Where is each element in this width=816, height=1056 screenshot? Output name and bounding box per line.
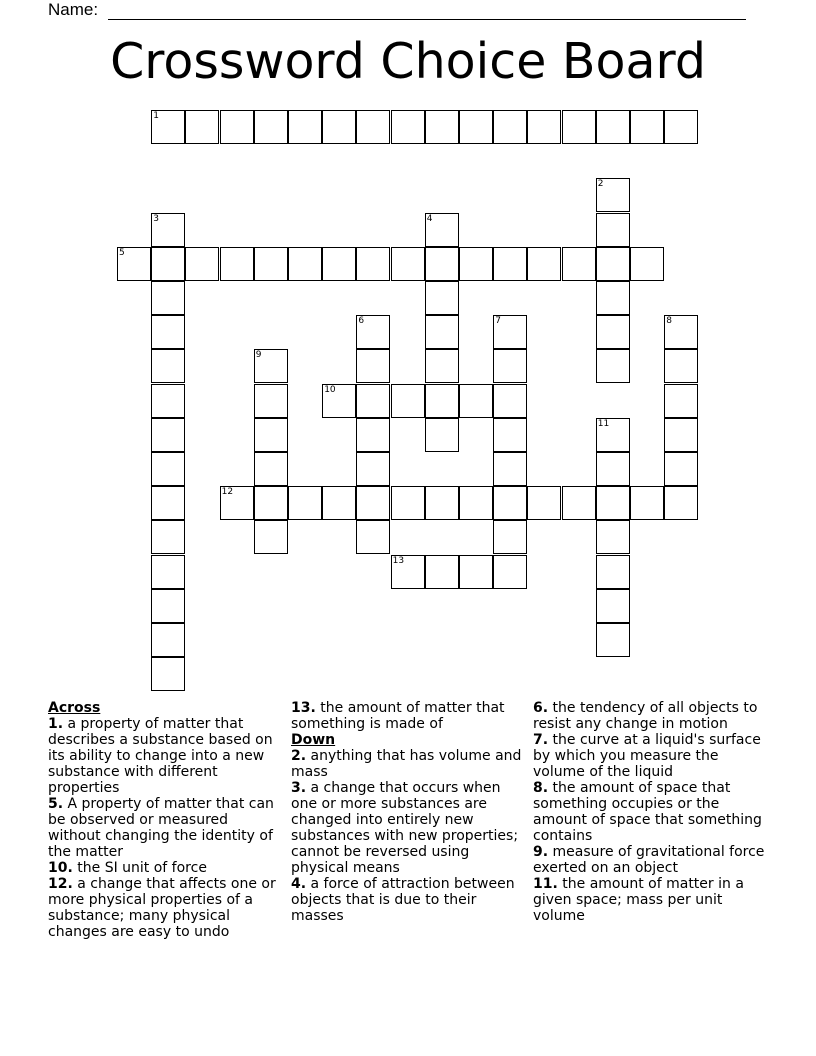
- grid-cell[interactable]: [493, 520, 527, 554]
- clue-item: [291, 780, 527, 876]
- grid-cell[interactable]: [664, 384, 698, 418]
- grid-cell[interactable]: [322, 247, 356, 281]
- clue-num: 11.: [533, 876, 558, 892]
- grid-cell[interactable]: [391, 110, 425, 144]
- grid-cell[interactable]: [151, 520, 185, 554]
- grid-cell[interactable]: [459, 486, 493, 520]
- grid-cell[interactable]: [425, 384, 459, 418]
- grid-cell[interactable]: [322, 110, 356, 144]
- clue-item: [533, 732, 769, 780]
- clue-text: the curve at a liquid's surface by which you measure the volume of the liquid: [533, 732, 761, 780]
- grid-cell[interactable]: [288, 486, 322, 520]
- clue-number: 8: [666, 316, 672, 327]
- clue-number: 11: [597, 418, 610, 429]
- grid-cell[interactable]: [596, 110, 630, 144]
- grid-cell[interactable]: [425, 349, 459, 383]
- grid-cell[interactable]: [391, 247, 425, 281]
- grid-cell[interactable]: [459, 555, 493, 589]
- grid-cell[interactable]: [356, 384, 390, 418]
- grid-cell[interactable]: [425, 555, 459, 589]
- grid-cell[interactable]: [664, 418, 698, 452]
- clue-item: [291, 876, 527, 924]
- grid-cell[interactable]: [425, 213, 459, 247]
- grid-cell[interactable]: [117, 247, 151, 281]
- clue-text: the amount of matter in a given space; mass per unit volume: [533, 876, 744, 924]
- grid-cell[interactable]: [151, 486, 185, 520]
- grid-cell[interactable]: [220, 247, 254, 281]
- grid-cell[interactable]: [151, 555, 185, 589]
- clue-num: 5.: [48, 796, 64, 812]
- grid-cell[interactable]: [254, 486, 288, 520]
- grid-cell[interactable]: [185, 110, 219, 144]
- grid-cell[interactable]: [596, 520, 630, 554]
- grid-cell[interactable]: [493, 384, 527, 418]
- grid-cell[interactable]: [596, 281, 630, 315]
- clue-text: measure of gravitational force exerted on an object: [533, 844, 765, 876]
- clue-text: the amount of space that something occupies or the amount of space that something contains: [533, 780, 762, 844]
- grid-cell[interactable]: [596, 555, 630, 589]
- clue-number: 13: [392, 555, 405, 566]
- clue-item: [48, 876, 284, 940]
- grid-cell[interactable]: [425, 315, 459, 349]
- clue-number: 6: [358, 316, 365, 327]
- clue-num: 3.: [291, 780, 307, 796]
- down-heading: Down: [291, 732, 336, 748]
- grid-cell[interactable]: [459, 384, 493, 418]
- clue-num: 12.: [48, 876, 73, 892]
- grid-cell[interactable]: [596, 213, 630, 247]
- grid-cell[interactable]: [151, 657, 185, 691]
- grid-cell[interactable]: [596, 247, 630, 281]
- grid-cell[interactable]: [664, 452, 698, 486]
- grid-cell[interactable]: [254, 384, 288, 418]
- clue-item: [291, 748, 527, 780]
- clue-item: [533, 700, 769, 732]
- grid-cell[interactable]: [459, 110, 493, 144]
- clue-number: 5: [119, 247, 125, 258]
- clue-num: 4.: [291, 876, 307, 892]
- grid-cell[interactable]: [356, 315, 390, 349]
- grid-cell[interactable]: [151, 418, 185, 452]
- clue-number: 4: [426, 213, 433, 224]
- grid-cell[interactable]: [151, 623, 185, 657]
- clue-item: [533, 780, 769, 844]
- grid-cell[interactable]: [596, 178, 630, 212]
- grid-cell[interactable]: [596, 486, 630, 520]
- clue-item: [533, 844, 769, 876]
- grid-cell[interactable]: [356, 247, 390, 281]
- grid-cell[interactable]: [391, 486, 425, 520]
- clue-number: 7: [495, 316, 501, 327]
- grid-cell[interactable]: [356, 110, 390, 144]
- grid-cell[interactable]: [425, 281, 459, 315]
- grid-cell[interactable]: [254, 247, 288, 281]
- grid-cell[interactable]: [356, 452, 390, 486]
- grid-cell[interactable]: [493, 418, 527, 452]
- clue-num: 2.: [291, 748, 307, 764]
- grid-cell[interactable]: [664, 315, 698, 349]
- grid-cell[interactable]: [493, 452, 527, 486]
- grid-cell[interactable]: [425, 486, 459, 520]
- grid-cell[interactable]: [596, 418, 630, 452]
- clue-number: 10: [324, 384, 336, 395]
- grid-cell[interactable]: [527, 247, 561, 281]
- grid-cell[interactable]: [254, 349, 288, 383]
- clue-number: 12: [221, 487, 234, 498]
- clue-num: 7.: [533, 732, 549, 748]
- grid-cell[interactable]: [596, 452, 630, 486]
- grid-cell[interactable]: [288, 247, 322, 281]
- clue-number: 3: [153, 213, 159, 224]
- grid-cell[interactable]: [356, 418, 390, 452]
- grid-cell[interactable]: [322, 384, 356, 418]
- grid-cell[interactable]: [562, 486, 596, 520]
- clue-column-2: [291, 700, 527, 924]
- grid-cell[interactable]: [151, 110, 185, 144]
- grid-cell[interactable]: [596, 315, 630, 349]
- grid-cell[interactable]: [151, 589, 185, 623]
- clue-text: A property of matter that can be observed or measured without changing the identity of the matter: [48, 796, 274, 860]
- grid-cell[interactable]: [322, 486, 356, 520]
- across-heading: Across: [48, 700, 101, 716]
- clue-text: a force of attraction between objects that is due to their masses: [291, 876, 515, 924]
- grid-cell[interactable]: [630, 247, 664, 281]
- clue-number: 9: [255, 350, 262, 361]
- clue-item: [48, 716, 284, 796]
- clue-text: a change that affects one or more physical properties of a substance; many physical changes are easy to undo: [48, 876, 276, 940]
- grid-cell[interactable]: [596, 349, 630, 383]
- grid-cell[interactable]: [562, 110, 596, 144]
- grid-cell[interactable]: [596, 589, 630, 623]
- grid-cell[interactable]: [493, 349, 527, 383]
- grid-cell[interactable]: [254, 452, 288, 486]
- clue-number: 1: [153, 111, 159, 121]
- clue-item: [291, 700, 527, 732]
- clue-num: 13.: [291, 700, 316, 716]
- grid-cell[interactable]: [630, 486, 664, 520]
- grid-cell[interactable]: [459, 247, 493, 281]
- grid-cell[interactable]: [425, 418, 459, 452]
- grid-cell[interactable]: [220, 110, 254, 144]
- grid-cell[interactable]: [391, 555, 425, 589]
- clue-num: 10.: [48, 860, 73, 876]
- grid-cell[interactable]: [562, 247, 596, 281]
- clue-item: [48, 796, 284, 860]
- clue-text: a property of matter that describes a substance based on its ability to change into a new substance with different properties: [48, 716, 273, 796]
- grid-cell[interactable]: [493, 247, 527, 281]
- grid-cell[interactable]: [493, 486, 527, 520]
- clue-num: 8.: [533, 780, 549, 796]
- clue-item: [48, 860, 284, 876]
- grid-cell[interactable]: [254, 520, 288, 554]
- grid-cell[interactable]: [254, 418, 288, 452]
- clue-text: the tendency of all objects to resist any change in motion: [533, 700, 758, 732]
- clue-num: 6.: [533, 700, 549, 716]
- page-title: Crossword Choice Board: [110, 33, 706, 90]
- grid-cell[interactable]: [425, 110, 459, 144]
- name-label: Name:: [48, 0, 103, 19]
- grid-cell[interactable]: [185, 247, 219, 281]
- clue-num: 9.: [533, 844, 549, 860]
- grid-cell[interactable]: [254, 110, 288, 144]
- grid-cell[interactable]: [493, 315, 527, 349]
- grid-cell[interactable]: [151, 213, 185, 247]
- grid-cell[interactable]: [596, 623, 630, 657]
- grid-cell[interactable]: [527, 110, 561, 144]
- grid-cell[interactable]: [288, 110, 322, 144]
- clue-text: anything that has volume and mass: [291, 748, 522, 780]
- grid-cell[interactable]: [151, 349, 185, 383]
- clue-text: a change that occurs when one or more substances are changed into entirely new substances with new properties; cannot be reversed using physical means: [291, 780, 519, 876]
- grid-cell[interactable]: [527, 486, 561, 520]
- grid-cell[interactable]: [391, 384, 425, 418]
- clue-item: [533, 876, 769, 924]
- grid-cell[interactable]: [493, 110, 527, 144]
- clue-column-3: [533, 700, 769, 924]
- grid-cell[interactable]: [664, 349, 698, 383]
- grid-cell[interactable]: [356, 486, 390, 520]
- clue-text: the SI unit of force: [72, 860, 207, 876]
- grid-cell[interactable]: [425, 247, 459, 281]
- clue-text: the amount of matter that something is made of: [291, 700, 505, 732]
- grid-cell[interactable]: [493, 555, 527, 589]
- grid-cell[interactable]: [220, 486, 254, 520]
- grid-cell[interactable]: [151, 247, 185, 281]
- grid-cell[interactable]: [356, 349, 390, 383]
- grid-cell[interactable]: [664, 486, 698, 520]
- grid-cell[interactable]: [356, 520, 390, 554]
- grid-cell[interactable]: [151, 315, 185, 349]
- grid-cell[interactable]: [630, 110, 664, 144]
- clue-num: 1.: [48, 716, 64, 732]
- grid-cell[interactable]: [151, 452, 185, 486]
- grid-cell[interactable]: [151, 384, 185, 418]
- clue-column-1: [48, 700, 284, 940]
- grid-cell[interactable]: [151, 281, 185, 315]
- grid-cell[interactable]: [664, 110, 698, 144]
- clue-number: 2: [597, 179, 604, 190]
